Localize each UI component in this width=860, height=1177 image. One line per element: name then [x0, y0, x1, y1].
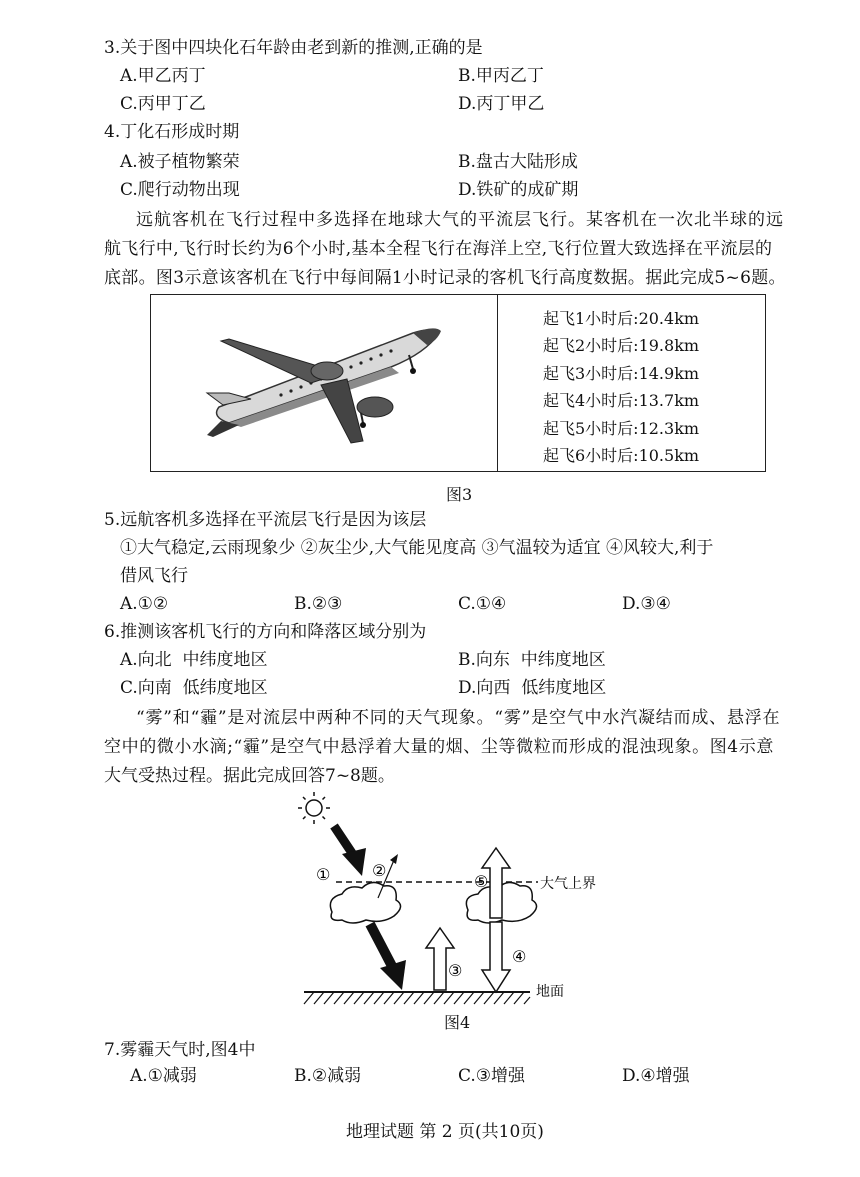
- q5-statements-line1: ①大气稳定,云雨现象少 ②灰尘少,大气能见度高 ③气温较为适宜 ④风较大,利于: [120, 538, 714, 558]
- intro1-line2: 航飞行中,飞行时长约为6个小时,基本全程飞行在海洋上空,飞行位置大致选择在平流层的: [104, 239, 773, 259]
- q3-option-b: B.甲丙乙丁: [458, 66, 544, 86]
- flight-altitude-records: [543, 305, 699, 469]
- q7-option-d: D.④增强: [622, 1066, 690, 1086]
- q4-option-a: A.被子植物繁荣: [120, 152, 240, 172]
- record-hour-3: 起飞3小时后:14.9km: [543, 363, 700, 383]
- q4-option-b: B.盘古大陆形成: [458, 152, 578, 172]
- arrow-1: [334, 826, 366, 876]
- label-5: ⑤: [474, 872, 489, 891]
- q5-option-a: A.①②: [120, 594, 169, 614]
- page-footer: 地理试题 第 2 页(共10页): [346, 1122, 544, 1142]
- ground-label: 地面: [536, 984, 564, 1000]
- record-hour-4: 起飞4小时后:13.7km: [543, 391, 700, 411]
- arrow-to-ground: [370, 924, 406, 990]
- intro1-line3: 底部。图3示意该客机在飞行中每间隔1小时记录的客机飞行高度数据。据此完成5~6题。: [104, 268, 786, 288]
- q5-option-c: C.①④: [458, 594, 507, 614]
- figure-4-caption: 图4: [444, 1013, 471, 1032]
- intro2-line1: “雾”和“霾”是对流层中两种不同的天气现象。“雾”是空气中水汽凝结而成、悬浮在: [136, 708, 781, 728]
- q7-stem: 7.雾霾天气时,图4中: [104, 1040, 256, 1060]
- table-divider: [497, 295, 498, 471]
- q6-option-c: C.向南 低纬度地区: [120, 678, 268, 698]
- q4-option-d: D.铁矿的成矿期: [458, 180, 579, 200]
- q3-option-d: D.丙丁甲乙: [458, 94, 545, 114]
- cloud-left: [330, 882, 400, 923]
- arrow-4: [482, 922, 510, 992]
- atmosphere-top-label: 大气上界: [540, 876, 596, 892]
- q4-stem: 4.丁化石形成时期: [104, 122, 240, 142]
- q6-option-b: B.向东 中纬度地区: [458, 650, 606, 670]
- label-3: ③: [448, 961, 463, 980]
- ground-surface: [304, 992, 530, 1004]
- arrow-3: [426, 928, 454, 990]
- q7-option-c: C.③增强: [458, 1066, 526, 1086]
- label-4: ④: [512, 947, 527, 966]
- q6-option-a: A.向北 中纬度地区: [120, 650, 268, 670]
- record-hour-2: 起飞2小时后:19.8km: [543, 336, 700, 356]
- figure-3-box: [150, 294, 766, 472]
- intro2-line3: 大气受热过程。据此完成回答7~8题。: [104, 766, 395, 786]
- record-hour-5: 起飞5小时后:12.3km: [543, 418, 700, 438]
- label-1: ①: [316, 865, 331, 884]
- q5-option-b: B.②③: [294, 594, 343, 614]
- intro1-line1: 远航客机在飞行过程中多选择在地球大气的平流层飞行。某客机在一次北半球的远: [136, 210, 784, 230]
- q7-option-a: A.①减弱: [130, 1066, 197, 1086]
- q3-option-a: A.甲乙丙丁: [120, 66, 206, 86]
- record-hour-6: 起飞6小时后:10.5km: [543, 446, 700, 466]
- figure-4-diagram: [290, 790, 610, 1008]
- intro2-line2: 空中的微小水滴;“霾”是空气中悬浮着大量的烟、尘等微粒而形成的混浊现象。图4示意: [104, 737, 774, 757]
- sun-icon: [298, 792, 330, 824]
- q5-option-d: D.③④: [622, 594, 671, 614]
- q3-option-c: C.丙甲丁乙: [120, 94, 206, 114]
- q7-option-b: B.②减弱: [294, 1066, 362, 1086]
- q5-statements-line2: 借风飞行: [120, 566, 188, 586]
- q3-stem: 3.关于图中四块化石年龄由老到新的推测,正确的是: [104, 38, 483, 58]
- q5-stem: 5.远航客机多选择在平流层飞行是因为该层: [104, 510, 427, 530]
- airplane-image: [151, 295, 497, 471]
- q4-option-c: C.爬行动物出现: [120, 180, 240, 200]
- record-hour-1: 起飞1小时后:20.4km: [543, 309, 700, 328]
- q6-option-d: D.向西 低纬度地区: [458, 678, 607, 698]
- q6-stem: 6.推测该客机飞行的方向和降落区域分别为: [104, 622, 427, 642]
- label-2: ②: [372, 861, 387, 880]
- figure-3-caption: 图3: [446, 485, 473, 504]
